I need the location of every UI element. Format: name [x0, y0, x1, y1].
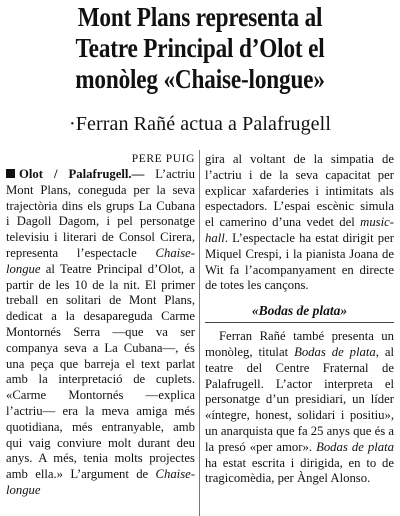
article-text-italic: Bodas de plata — [294, 344, 376, 359]
section-title: «Bodas de plata» — [205, 302, 394, 323]
headline-line-1: Mont Plans representa al — [77, 2, 323, 32]
article-text: . L’espectacle ha estat dirigit per Miquel Crespi, i la pianista Joana de Wit fa l’acompanyament en directe de totes les cançons. — [205, 230, 394, 293]
article-paragraph-1-cont — [205, 152, 394, 294]
headline-line-3: monòleg «Chaise-longue» — [75, 64, 325, 94]
column-divider — [199, 150, 200, 516]
article-text-italic: music-hall — [205, 215, 394, 245]
article-text-italic: Bodas de plata — [316, 439, 394, 454]
dateline: Olot / Palafrugell.— — [19, 167, 145, 181]
article-text: al Teatre Principal d’Olot, a partir de les 10 de la nit. El primer treball en solitari de Mont Plans, dedicat a la desapareguda Carme Montornés Serra —que va ser companya seva a La Cubana—, és una peça que barreja el text parlat amb la interpretació de cuplets. «Carme Montornés —explica l’actriu— era la meva amiga més quotidiana, més entranyable, amb qui vaig conviure molt durant deu anys. A més, tenia molts projectes amb ella.» L’argument de — [6, 261, 195, 482]
headline-line-2: Teatre Principal d’Olot el — [75, 33, 325, 63]
article-column-right — [205, 152, 394, 487]
subheadline: ·Ferran Rañé actua a Palafrugell — [69, 113, 331, 135]
article-text-italic: Chaise-longue — [6, 467, 195, 497]
headline — [33, 2, 367, 95]
article-text: Ferran Rañé també presenta un monòleg, titulat — [205, 329, 394, 359]
article-text: ha estat escrita i dirigida, en to de tragicomèdia, per Àngel Alonso. — [205, 455, 394, 486]
lead-square-icon — [6, 169, 15, 178]
article-text: , al teatre del Centre Fraternal de Palafrugell. L’actor interpreta el personatge d’un presidiari, un líder «íntegre, honest, solidari i positiu», un anarquista que fa 25 anys que és a la presó «per amor». — [205, 344, 394, 454]
byline: PERE PUIG — [131, 153, 195, 165]
article-paragraph-1-start — [6, 167, 195, 499]
article-paragraph-2 — [205, 329, 394, 487]
article-text: gira al voltant de la simpatia de l’actriu i de la seva capacitat per explicar xafarderies i intimitats als espectadors. L’espai escènic simula el camerino d’una vedet del — [205, 152, 394, 230]
article-text-italic: Chaise-longue — [6, 245, 195, 276]
article-column-left — [6, 152, 195, 499]
article-text: L’actriu Mont Plans, coneguda per la seva trajectòria dins els grups La Cubana i Dagoll Dagom, i pel personatge televisiu i literari de Consol Cirera, representa l’espectacle — [6, 167, 195, 260]
